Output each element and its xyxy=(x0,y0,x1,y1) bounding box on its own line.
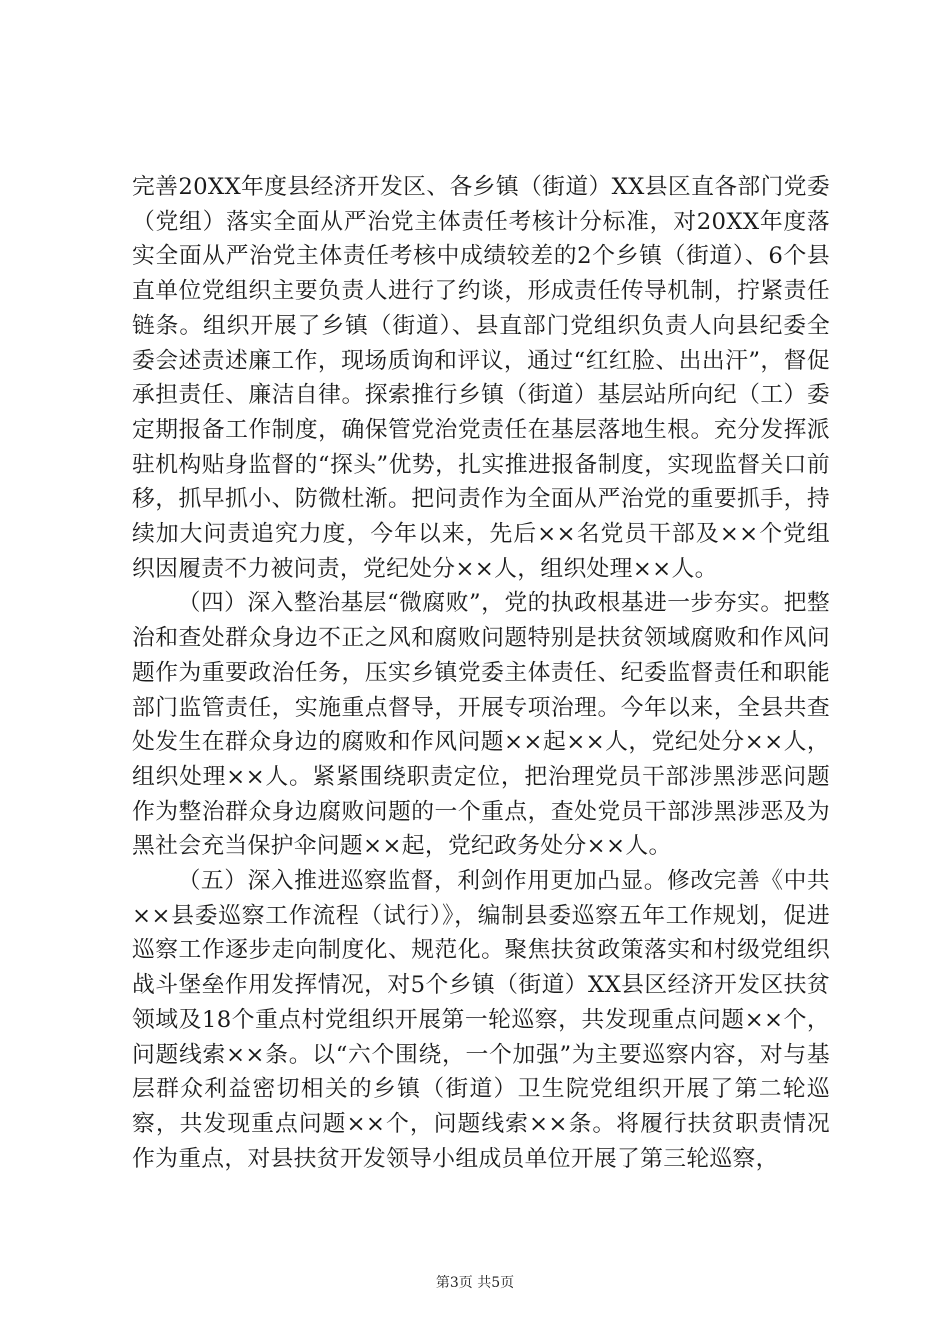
paragraph-accountability: 完善20XX年度县经济开发区、各乡镇（街道）XX县区直各部门党委（党组）落实全面从严治党主体责任考核计分标准，对20XX年度落实全面从严治党主体责任考核中成绩较差的2个乡镇（街道）、6个县直单位党组织主要负责人进行了约谈，形成责任传导机制，拧紧责任链条。组织开展了乡镇（街道）、县直部门党组织负责人向县纪委全委会述责述廉工作，现场质询和评议，通过“红红脸、出出汗”，督促承担责任、廉洁自律。探索推行乡镇（街道）基层站所向纪（工）委定期报备工作制度，确保管党治党责任在基层落地生根。充分发挥派驻机构贴身监督的“探头”优势，扎实推进报备制度，实现监督关口前移，抓早抓小、防微杜渐。把问责作为全面从严治党的重要抓手，持续加大问责追究力度，今年以来，先后××名党员干部及××个党组织因履责不力被问责，党纪处分××人，组织处理××人。 xyxy=(132,174,830,582)
paragraph-inspection: （五）深入推进巡察监督，利剑作用更加凸显。修改完善《中共××县委巡察工作流程（试行）》，编制县委巡察五年工作规划，促进巡察工作逐步走向制度化、规范化。聚焦扶贫政策落实和村级党组织战斗堡垒作用发挥情况，对5个乡镇（街道）XX县区经济开发区扶贫领域及18个重点村党组织开展第一轮巡察，共发现重点问题××个，问题线索××条。以“六个围绕，一个加强”为主要巡察内容，对与基层群众利益密切相关的乡镇（街道）卫生院党组织开展了第二轮巡察，共发现重点问题××个，问题线索××条。将履行扶贫职责情况作为重点，对县扶贫开发领导小组成员单位开展了第三轮巡察， xyxy=(132,868,830,1172)
page-footer xyxy=(0,1272,950,1292)
page-number-label: 第3页 共5页 xyxy=(435,1275,515,1291)
paragraph-micro-corruption: （四）深入整治基层“微腐败”，党的执政根基进一步夯实。把整治和查处群众身边不正之风和腐败问题特别是扶贫领域腐败和作风问题作为重要政治任务，压实乡镇党委主体责任、纪委监督责任和职能部门监管责任，实施重点督导，开展专项治理。今年以来，全县共查处发生在群众身边的腐败和作风问题××起××人，党纪处分××人，组织处理××人。紧紧围绕职责定位，把治理党员干部涉黑涉恶问题作为整治群众身边腐败问题的一个重点，查处党员干部涉黑涉恶及为黑社会充当保护伞问题××起，党纪政务处分××人。 xyxy=(132,590,830,860)
document-body xyxy=(132,170,830,1176)
